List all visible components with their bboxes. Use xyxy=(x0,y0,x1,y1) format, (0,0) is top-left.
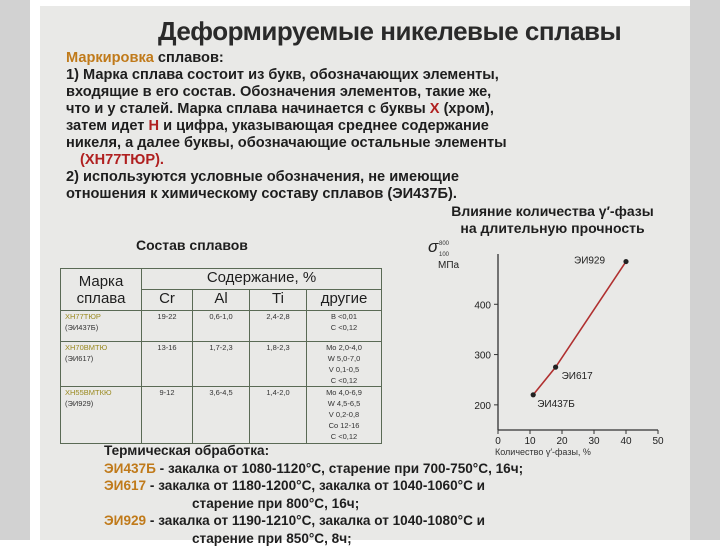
x-tick-label: 20 xyxy=(556,436,568,447)
row-mark-2: (ЭИ929) xyxy=(65,398,141,409)
intro-line-2: входящие в его состав. Обозначения элементов, такие же, xyxy=(66,84,491,101)
thermal-mark-2: ЭИ617 xyxy=(104,478,146,493)
chart-caption xyxy=(410,203,695,237)
row-other-5: C <0,12 xyxy=(307,431,381,442)
thermal-line-1 xyxy=(104,460,523,478)
y-tick-label: 300 xyxy=(474,351,491,362)
row-cr: 19-22 xyxy=(142,311,193,342)
chart-marks xyxy=(531,256,629,410)
thermal-line-2 xyxy=(104,477,523,495)
slide-title: Деформируемые никелевые сплавы xyxy=(158,16,621,47)
intro-line-1: 1) Марка сплава состоит из букв, обозначающих элементы, xyxy=(66,67,499,84)
row-other-3: V 0,2-0,8 xyxy=(307,409,381,420)
x-tick-label: 0 xyxy=(495,436,501,447)
point-label: ЭИ437Б xyxy=(537,399,575,410)
row-cr: 9-12 xyxy=(142,387,193,444)
table-row xyxy=(61,311,382,342)
row-ti: 1,8-2,3 xyxy=(250,342,307,387)
table-row xyxy=(61,387,382,444)
row-other-4: Co 12-16 xyxy=(307,420,381,431)
intro-line-6: (ХН77ТЮР). xyxy=(80,152,164,169)
table-row xyxy=(61,342,382,387)
intro-line-3a: что и у сталей. Марка сплава начинается с буквы xyxy=(66,101,430,117)
row-al: 3,6-4,5 xyxy=(193,387,250,444)
row-mark xyxy=(61,311,142,342)
row-other xyxy=(307,342,382,387)
point-label: ЭИ617 xyxy=(562,371,593,382)
left-frame xyxy=(0,0,30,540)
row-mark-2: (ЭИ437Б) xyxy=(65,322,141,333)
col-ti: Ti xyxy=(250,290,307,311)
row-ti: 1,4-2,0 xyxy=(250,387,307,444)
y-axis-sub: 100 xyxy=(439,252,450,258)
slide xyxy=(30,0,690,540)
thermal-line-4 xyxy=(104,512,523,530)
row-other-1: B <0,01 xyxy=(307,311,381,322)
composition-title: Состав сплавов xyxy=(136,237,248,253)
intro-line-5: никеля, а далее буквы, обозначающие остальные элементы xyxy=(66,135,507,152)
chart-caption-line-2: на длительную прочность xyxy=(410,220,695,237)
x-tick-label: 30 xyxy=(588,436,600,447)
row-mark-1: ХН70ВМТЮ xyxy=(65,342,141,353)
row-other-2: C <0,12 xyxy=(307,322,381,333)
chart-axes xyxy=(474,254,664,447)
row-other-1: Mo 4,0-6,9 xyxy=(307,387,381,398)
row-other-2: W 5,0-7,0 xyxy=(307,353,381,364)
row-al: 0,6-1,0 xyxy=(193,311,250,342)
slide-content xyxy=(40,6,690,540)
data-point xyxy=(553,365,558,370)
row-other-3: V 0,1-0,5 xyxy=(307,364,381,375)
thermal-line-3: старение при 800°С, 16ч; xyxy=(104,495,523,513)
x-tick-label: 50 xyxy=(652,436,664,447)
right-frame xyxy=(690,0,720,540)
table-header-row xyxy=(61,269,382,290)
thermal-line-5: старение при 850°С, 8ч; xyxy=(104,530,523,547)
header-content: Содержание, % xyxy=(142,269,382,290)
y-axis-unit: МПа xyxy=(438,260,460,271)
row-cr: 13-16 xyxy=(142,342,193,387)
row-mark-2: (ЭИ617) xyxy=(65,353,141,364)
row-ti: 2,4-2,8 xyxy=(250,311,307,342)
row-mark xyxy=(61,342,142,387)
row-mark xyxy=(61,387,142,444)
intro-line-0 xyxy=(66,50,224,67)
row-other-1: Mo 2,0-4,0 xyxy=(307,342,381,353)
header-mark-cell xyxy=(61,269,142,311)
row-mark-1: ХН77ТЮР xyxy=(65,311,141,322)
thermal-mark-1: ЭИ437Б xyxy=(104,461,156,476)
data-point xyxy=(531,392,536,397)
col-al: Al xyxy=(193,290,250,311)
intro-line-4a: затем идет xyxy=(66,118,148,134)
point-label: ЭИ929 xyxy=(574,256,605,267)
intro-line-3b: (хром), xyxy=(440,101,494,117)
marking-rest: сплавов: xyxy=(154,50,224,66)
letter-x: Х xyxy=(430,101,440,117)
intro-line-4b: и цифра, указывающая среднее содержание xyxy=(159,118,489,134)
row-other-4: C <0,12 xyxy=(307,375,381,386)
composition-table xyxy=(60,268,382,444)
y-tick-label: 400 xyxy=(474,300,491,311)
row-al: 1,7-2,3 xyxy=(193,342,250,387)
header-mark-1: Марка xyxy=(61,273,141,290)
x-axis-label: Количество γ′-фазы, % xyxy=(495,447,591,457)
row-other xyxy=(307,387,382,444)
thermal-block xyxy=(104,442,523,547)
header-mark-2: сплава xyxy=(61,290,141,307)
row-other-2: W 4,5-6,5 xyxy=(307,398,381,409)
row-mark-1: ХН55ВМТКЮ xyxy=(65,387,141,398)
y-axis-sigma: σ xyxy=(428,237,439,256)
letter-n: Н xyxy=(148,118,159,134)
col-other: другие xyxy=(307,290,382,311)
marking-highlight: Маркировка xyxy=(66,50,154,66)
thermal-text-1: - закалка от 1080-1120°С, старение при 700-750°С, 16ч; xyxy=(156,461,523,476)
thermal-mark-4: ЭИ929 xyxy=(104,513,146,528)
thermal-text-4: - закалка от 1190-1210°С, закалка от 1040-1080°С и xyxy=(146,513,485,528)
strength-chart xyxy=(428,236,690,458)
row-other xyxy=(307,311,382,342)
intro-line-7: 2) используются условные обозначения, не имеющие xyxy=(66,169,459,186)
data-point xyxy=(623,259,628,264)
intro-line-8: отношения к химическому составу сплавов (ЭИ437Б). xyxy=(66,186,457,203)
thermal-heading: Термическая обработка: xyxy=(104,442,523,460)
x-tick-label: 40 xyxy=(620,436,632,447)
y-axis-sup: 800 xyxy=(439,241,450,247)
intro-line-3 xyxy=(66,101,494,118)
intro-line-4 xyxy=(66,118,489,135)
y-tick-label: 200 xyxy=(474,401,491,412)
thermal-text-2: - закалка от 1180-1200°С, закалка от 1040-1060°С и xyxy=(146,478,485,493)
col-cr: Cr xyxy=(142,290,193,311)
chart-caption-line-1: Влияние количества γ′-фазы xyxy=(410,203,695,220)
x-tick-label: 10 xyxy=(524,436,536,447)
